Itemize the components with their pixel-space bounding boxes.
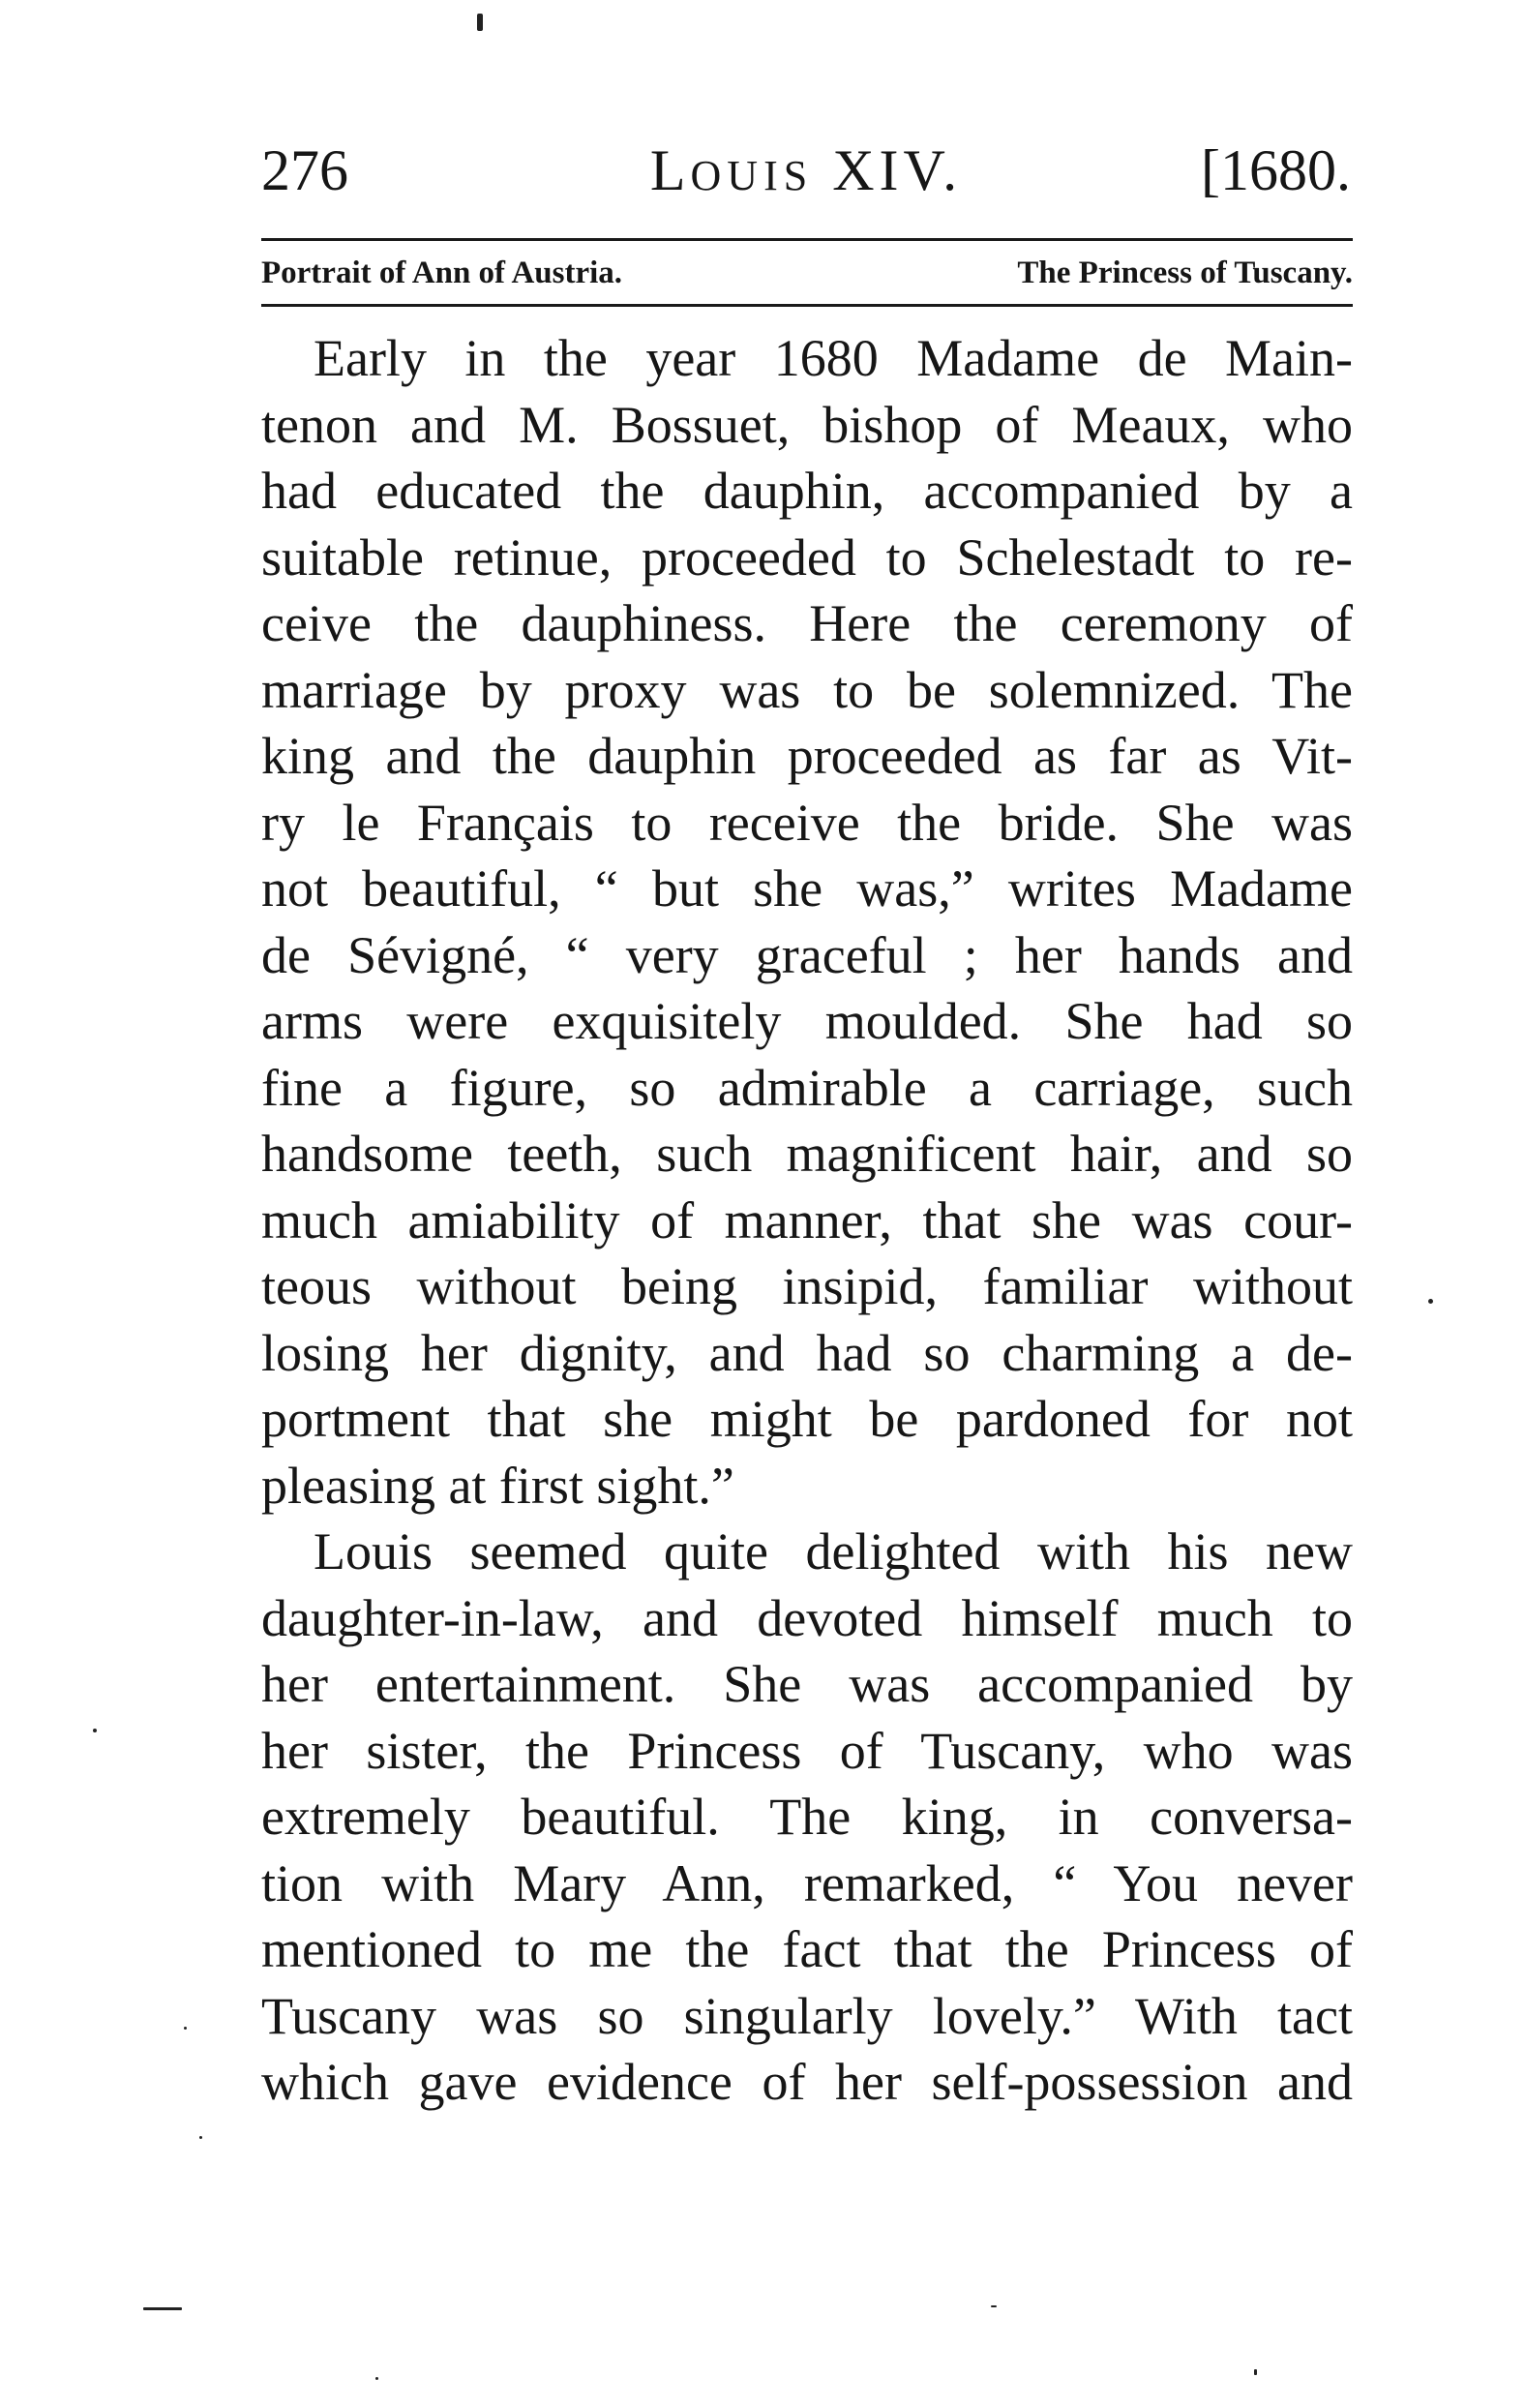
text-line: daughter-in-law, and devoted himself much to <box>261 1588 1353 1647</box>
page-topics <box>261 254 1353 292</box>
header-rule-bottom <box>261 304 1353 307</box>
text-line: portment that she might be pardoned for not <box>261 1390 1353 1448</box>
year-mark: [1680. <box>1201 138 1351 202</box>
text-line: suitable retinue, proceeded to Schelestadt to re- <box>261 527 1353 587</box>
text-line: extremely beautiful. The king, in conversa- <box>261 1788 1353 1846</box>
topic-right: The Princess of Tuscany. <box>1017 256 1353 290</box>
scan-speck <box>184 2027 187 2030</box>
text-line: marriage by proxy was to be solemnized. The <box>261 660 1353 719</box>
scan-speck <box>375 2377 378 2380</box>
scan-speck <box>477 14 483 31</box>
text-line: de Sévigné, “ very graceful ; her hands and <box>261 925 1353 984</box>
text-line: much amiability of manner, that she was cour- <box>261 1190 1353 1249</box>
running-head <box>261 135 1351 205</box>
body-text <box>261 325 1353 2116</box>
text-line: mentioned to me the fact that the Princess of <box>261 1920 1353 1978</box>
text-line: which gave evidence of her self-possession and <box>261 2053 1353 2111</box>
book-title-numeral: XIV. <box>832 138 963 202</box>
text-line: handsome teeth, such magnificent hair, and so <box>261 1125 1353 1183</box>
text-line: fine a figure, so admirable a carriage, such <box>261 1058 1353 1117</box>
book-title-smallcaps: OUIS <box>690 152 814 199</box>
text-line: losing her dignity, and had so charming a de- <box>261 1323 1353 1382</box>
text-line: arms were exquisitely moulded. She had so <box>261 992 1353 1050</box>
text-line: Tuscany was so singularly lovely.” With tact <box>261 1986 1353 2045</box>
text-line: tenon and M. Bossuet, bishop of Meaux, who <box>261 395 1353 454</box>
scan-speck <box>143 2307 182 2310</box>
header-rule-top <box>261 238 1353 241</box>
text-line: not beautiful, “ but she was,” writes Madame <box>261 859 1353 918</box>
text-line: Early in the year 1680 Madame de Main- <box>314 329 1353 387</box>
paragraph <box>261 325 1353 1519</box>
text-line: king and the dauphin proceeded as far as Vit- <box>261 727 1353 785</box>
scan-speck <box>199 2136 202 2139</box>
text-line: Louis seemed quite delighted with his new <box>314 1522 1353 1580</box>
text-line: pleasing at first sight.” <box>261 1456 734 1515</box>
scan-speck <box>93 1729 97 1732</box>
text-line: teous without being insipid, familiar without <box>261 1257 1353 1315</box>
paragraph <box>261 1519 1353 2116</box>
scan-speck <box>991 2305 997 2307</box>
topic-left: Portrait of Ann of Austria. <box>261 256 623 290</box>
page-number: 276 <box>261 138 348 202</box>
text-line: ceive the dauphiness. Here the ceremony of <box>261 594 1353 652</box>
text-line: ry le Français to receive the bride. She was <box>261 793 1353 852</box>
scan-speck <box>1254 2369 1257 2375</box>
text-line: had educated the dauphin, accompanied by a <box>261 462 1353 520</box>
book-title-initial: L <box>649 138 691 202</box>
text-line: tion with Mary Ann, remarked, “ You never <box>261 1853 1353 1912</box>
book-title <box>261 135 1351 211</box>
text-line: her entertainment. She was accompanied by <box>261 1655 1353 1713</box>
text-line: her sister, the Princess of Tuscany, who was <box>261 1721 1353 1780</box>
scan-speck <box>1428 1299 1433 1304</box>
